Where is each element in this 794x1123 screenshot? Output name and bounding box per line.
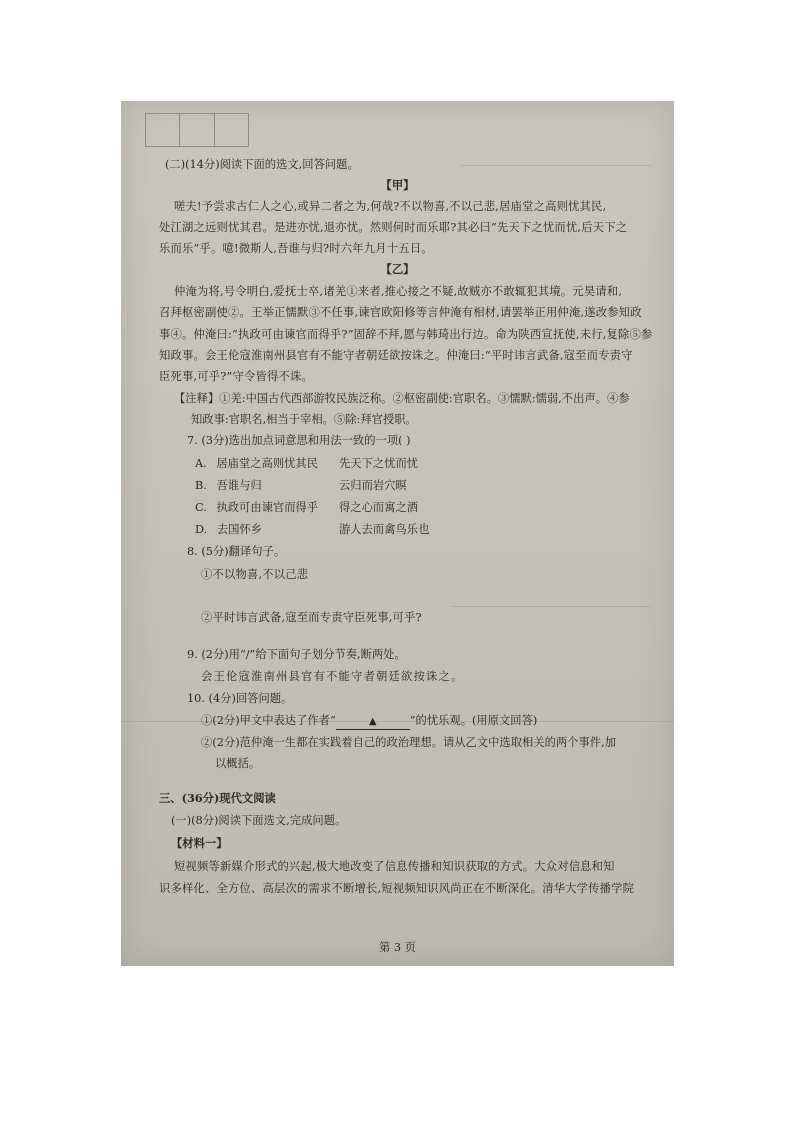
score-box [145, 113, 249, 147]
triangle-icon: ▲ [368, 716, 377, 727]
option-text: 得之心而寓之酒 [339, 501, 419, 514]
passage-line: 臣死事,可乎?”守令皆得不诛。 [159, 370, 313, 383]
annotation: 知政事:官职名,相当于宰相。⑤除:拜官授职。 [191, 413, 417, 426]
option-label: A. [195, 457, 207, 470]
passage-line: 事④。仲淹曰:“执政可由谏官而得乎?”固辞不拜,愿与韩琦出行边。命为陕西宣抚使,未行,复除⑤参 [159, 328, 653, 341]
option-text: 执政可由谏官而得乎 [216, 501, 319, 514]
passage-line: 嗟夫!予尝求古仁人之心,或异二者之为,何哉?不以物喜,不以己悲,居庙堂之高则忧其民, [174, 200, 607, 213]
pause-sentence: 会王伦寇淮南州县官有不能守者朝廷欲按诛之。 [201, 670, 464, 683]
option-label: D. [195, 523, 208, 536]
passage-line: 短视频等新媒介形式的兴起,极大地改变了信息传播和知识获取的方式。大众对信息和知 [174, 860, 615, 873]
material-label: 【材料一】 [171, 836, 228, 850]
question-10-2: ②(2分)范仲淹一生都在实践着自己的政治理想。请从乙文中选取相关的两个事件,加 [201, 736, 616, 749]
passage-jia-title: 【甲】 [380, 178, 415, 192]
page-number: 第 3 页 [379, 941, 416, 954]
option-a [195, 455, 318, 471]
question-text: ①(2分)甲文中表达了作者“ [201, 714, 336, 727]
annotation: 【注释】①羌:中国古代西部游牧民族泛称。②枢密副使:官职名。③懦默:懦弱,不出声。④参 [174, 392, 630, 405]
option-text: 居庙堂之高则忧其民 [216, 457, 319, 470]
translate-sentence-2: ②平时讳言武备,寇至而专责守臣死事,可乎? [201, 611, 422, 624]
question-9: 9. (2分)用“/”给下面句子划分节奏,断两处。 [187, 648, 406, 661]
passage-line: 召拜枢密副使②。王举正懦默③不任事,谏官欧阳修等言仲淹有相材,请罢举正用仲淹,遂改参知政 [159, 306, 642, 319]
passage-line: 知政事。会王伦寇淮南州县官有不能守者朝廷欲按诛之。仲淹曰:“平时讳言武备,寇至而专责守 [159, 349, 633, 362]
score-cell [146, 114, 180, 146]
option-text: 吾谁与归 [216, 479, 262, 492]
option-text: 去国怀乡 [216, 523, 263, 536]
section-header: (二)(14分)阅读下面的选文,回答问题。 [165, 158, 359, 171]
score-cell [215, 114, 248, 146]
subsection-header: (一)(8分)阅读下面选文,完成问题。 [171, 814, 347, 827]
question-10-1 [201, 713, 537, 730]
option-text: 游人去而禽鸟乐也 [339, 523, 430, 536]
answer-blank[interactable] [336, 713, 410, 730]
option-text: 先天下之忧而忧 [339, 457, 419, 470]
question-10: 10. (4分)回答问题。 [187, 692, 293, 705]
passage-line: 仲淹为将,号令明白,爱抚士卒,诸羌①来者,推心接之不疑,故贼亦不敢辄犯其境。元昊请和, [174, 285, 623, 298]
option-label: B. [195, 479, 207, 492]
question-7: 7. (3分)选出加点词意思和用法一致的一项( ) [187, 434, 411, 447]
exam-page [121, 101, 674, 966]
option-c [195, 499, 318, 515]
question-10-2-cont: 以概括。 [215, 757, 261, 770]
option-d [195, 521, 262, 537]
option-label: C. [195, 501, 207, 514]
passage-line: 处江湖之远则忧其君。是进亦忧,退亦忧。然则何时而乐耶?其必曰“先天下之忧而忧,后天下之 [159, 221, 628, 234]
passage-line: 乐而乐”乎。噫!微斯人,吾谁与归?时六年九月十五日。 [159, 242, 433, 255]
passage-line: 识多样化、全方位、高层次的需求不断增长,短视频知识风尚正在不断深化。清华大学传播学院 [159, 882, 635, 895]
score-cell [180, 114, 214, 146]
option-text: 云归而岩穴暝 [339, 479, 407, 492]
question-8: 8. (5分)翻译句子。 [187, 545, 286, 558]
question-text: ”的忧乐观。(用原文回答) [409, 714, 538, 727]
passage-yi-title: 【乙】 [380, 262, 415, 276]
section-header: 三、(36分)现代文阅读 [159, 791, 276, 805]
translate-sentence-1: ①不以物喜,不以己悲 [201, 568, 309, 581]
option-b [195, 477, 262, 493]
